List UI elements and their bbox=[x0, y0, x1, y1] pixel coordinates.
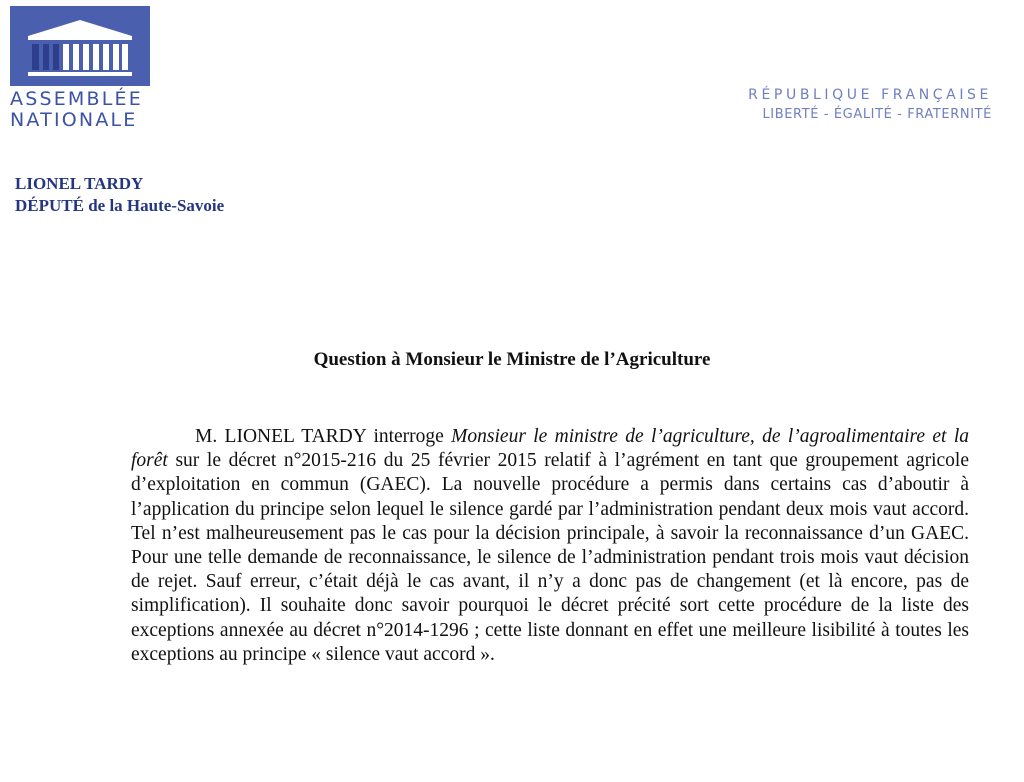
assembly-name-line1: ASSEMBLÉE bbox=[10, 88, 143, 110]
republic-motto: LIBERTÉ - ÉGALITÉ - FRATERNITÉ bbox=[762, 107, 992, 122]
question-intro: M. LIONEL TARDY interroge bbox=[195, 426, 444, 447]
republic-title: RÉPUBLIQUE FRANÇAISE bbox=[748, 87, 992, 103]
question-body bbox=[131, 425, 969, 667]
question-text: sur le décret n°2015-216 du 25 février 2015 relatif à l’agrément en tant que groupement agricole d’exploitation en commun (GAEC). La nouvelle procédure a permis dans certains cas d’aboutir à l’application du principe selon lequel le silence gardé par l’administration pendant deux mois vaut accord. Tel n’est malheureusement pas le cas pour la décision principale, à savoir la reconnaissance d’un GAEC. Pour une telle demande de reconnaissance, le silence de l’administration pendant trois mois vaut décision de rejet. Sauf erreur, c’était déjà le cas avant, il n’y a donc pas de changement (et là encore, pas de simplification). Il souhaite donc savoir pourquoi le décret précité sort cette procédure de la liste des exceptions annexée au décret n°2014-1296 ; cette liste donnant en effet une meilleure lisibilité à toutes les exceptions au principe « silence vaut accord ». bbox=[131, 450, 969, 665]
assemblee-emblem-icon bbox=[10, 6, 150, 86]
question-title: Question à Monsieur le Ministre de l’Agriculture bbox=[313, 349, 711, 370]
assembly-name bbox=[10, 89, 155, 131]
republic-header bbox=[748, 86, 992, 125]
author-block bbox=[15, 173, 224, 217]
author-name: LIONEL TARDY bbox=[15, 174, 144, 193]
assembly-name-line2: NATIONALE bbox=[10, 109, 138, 131]
minister-title: Monsieur le ministre de l’agriculture, de l’agroalimentaire et la forêt bbox=[131, 426, 969, 472]
author-role: DÉPUTÉ de la Haute-Savoie bbox=[15, 196, 225, 215]
assemblee-nationale-logo bbox=[10, 6, 155, 131]
